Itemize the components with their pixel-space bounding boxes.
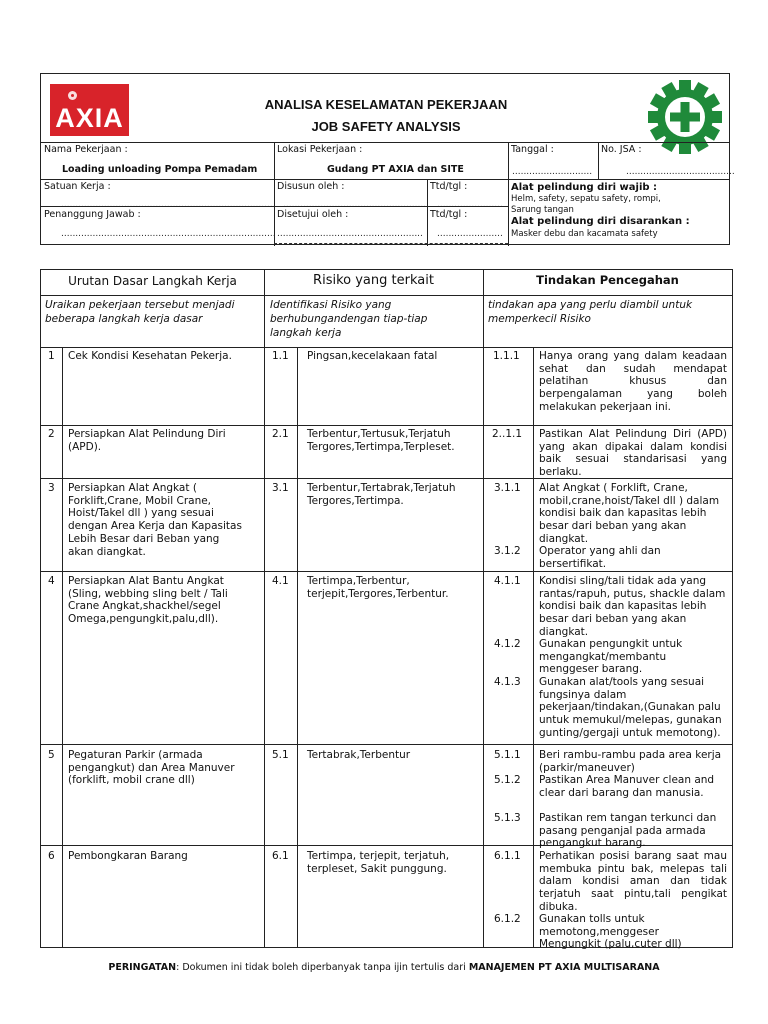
header-box (40, 73, 735, 245)
action-number: 3.1.2 (494, 545, 521, 557)
logo-text: AXIA (55, 103, 124, 133)
action-number: 4.1.1 (494, 575, 521, 587)
action-text: Gunakan tolls untuk memotong,menggeser Mengungkit (palu,cuter dll) (539, 913, 682, 951)
risk-number: 1.1 (272, 350, 289, 362)
apd-disarankan-value: Masker debu dan kacamata safety (511, 229, 658, 239)
action-text: Pastikan Area Manuver clean and clear dari barang dan manusia. (539, 774, 715, 799)
risk-text: Terbentur,Tertusuk,Terjatuh Tergores,Tertimpa,Terpleset. (307, 428, 455, 453)
footer-prefix: PERINGATAN (108, 962, 177, 973)
risk-number: 2.1 (272, 428, 289, 440)
subheader-risiko: Identifikasi Risiko yang berhubungandengan tiap-tiap langkah kerja (270, 299, 428, 339)
col-divider (62, 347, 63, 947)
logo-dot-icon (68, 91, 77, 100)
tanggal-field: ............................ (512, 167, 593, 177)
action-number: 6.1.2 (494, 913, 521, 925)
action-number: 2..1.1 (492, 428, 523, 440)
header-tindakan: Tindakan Pencegahan (536, 273, 679, 287)
risk-text: Tertimpa,Terbentur, terjepit,Tergores,Terbentur. (307, 575, 449, 600)
apd-wajib-label: Alat pelindung diri wajib : (511, 182, 658, 193)
row-divider (41, 295, 732, 296)
header-divider (41, 142, 729, 143)
header-divider (41, 179, 729, 180)
signature-dashed-line (274, 243, 508, 244)
step-text: Cek Kondisi Kesehatan Pekerja. (68, 350, 232, 362)
nama-pekerjaan-label: Nama Pekerjaan : (44, 144, 128, 155)
row-divider (41, 425, 732, 426)
step-number: 2 (48, 428, 55, 440)
row-divider (41, 571, 732, 572)
footer-middle: : Dokumen ini tidak boleh diperbanyak tanpa ijin tertulis dari (176, 962, 469, 973)
action-text: Alat Angkat ( Forklift, Crane, mobil,crane,hoist/Takel dll ) dalam kondisi baik dan kapasitas lebih besar dari beban yang akan diangkat. (539, 482, 720, 545)
apd-wajib-line-1: Helm, safety, sepatu safety, rompi, (511, 194, 661, 204)
jsa-table (40, 269, 733, 951)
footer-warning (0, 962, 768, 974)
col-divider (297, 347, 298, 947)
step-number: 5 (48, 749, 55, 761)
footer-company: MANAJEMEN PT AXIA MULTISARANA (468, 962, 660, 973)
step-text: Persiapkan Alat Bantu Angkat (Sling, webbing sling belt / Tali Crane Angkat,shackhel/segel Omega,pengungkit,palu,dll). (68, 575, 228, 626)
step-text: Pembongkaran Barang (68, 850, 188, 862)
col-divider (533, 347, 534, 947)
risk-number: 4.1 (272, 575, 289, 587)
risk-text: Pingsan,kecelakaan fatal (307, 350, 438, 362)
tanggal-label: Tanggal : (511, 144, 554, 155)
step-number: 4 (48, 575, 55, 587)
risk-text: Tertabrak,Terbentur (307, 749, 411, 761)
header-col-divider (427, 179, 428, 246)
subheader-tindakan: tindakan apa yang perlu diambil untuk memperkecil Risiko (488, 299, 693, 325)
ttd-tgl-label-1: Ttd/tgl : (430, 181, 468, 192)
step-number: 3 (48, 482, 55, 494)
lokasi-label: Lokasi Pekerjaan : (277, 144, 363, 155)
action-text: Hanya orang yang dalam keadaan sehat dan sudah mendapat pelatihan khusus dan berpengalaman yang boleh melakukan pekerjaan ini. (539, 350, 727, 413)
lokasi-value: Gudang PT AXIA dan SITE (327, 164, 464, 175)
disetujui-label: Disetujui oleh : (277, 209, 349, 220)
step-text: Pegaturan Parkir (armada pengangkut) dan Area Manuver (forklift, mobil crane dll) (68, 749, 235, 787)
risk-number: 5.1 (272, 749, 289, 761)
header-langkah: Urutan Dasar Langkah Kerja (68, 274, 237, 288)
subheader-langkah: Uraikan pekerjaan tersebut menjadi beberapa langkah kerja dasar (45, 299, 235, 325)
apd-wajib-line-2: Sarung tangan (511, 205, 574, 215)
ttd-tgl-label-2: Ttd/tgl : (430, 209, 468, 220)
step-text: Persiapkan Alat Pelindung Diri (APD). (68, 428, 226, 453)
disusun-label: Disusun oleh : (277, 181, 345, 192)
disetujui-field: ................................................... (277, 229, 423, 239)
action-text: Kondisi sling/tali tidak ada yang rantas/rapuh, putus, shackle dalam kondisi baik dan kapasitas lebih besar dari beban yang akan diangkat. (539, 575, 726, 638)
no-jsa-field: ...................................... (626, 167, 735, 177)
step-number: 6 (48, 850, 55, 862)
row-divider (41, 744, 732, 745)
apd-disarankan-label: Alat pelindung diri disarankan : (511, 216, 690, 227)
no-jsa-label: No. JSA : (601, 144, 642, 155)
action-number: 5.1.3 (494, 812, 521, 824)
action-text: Gunakan pengungkit untuk mengangkat/membantu menggeser barang. (539, 638, 683, 676)
step-text: Persiapkan Alat Angkat ( Forklift,Crane, Mobil Crane, Hoist/Takel dll ) yang sesuai dengan Area Kerja dan Kapasitas Lebih Besar dari Beban yang akan diangkat. (68, 482, 242, 558)
risk-number: 6.1 (272, 850, 289, 862)
header-col-divider (598, 142, 599, 179)
action-text: Pastikan rem tangan terkunci dan pasang penganjal pada armada pengangkut barang. (539, 812, 717, 850)
risk-text: Terbentur,Tertabrak,Terjatuh Tergores,Tertimpa. (307, 482, 456, 507)
action-text: Gunakan alat/tools yang sesuai fungsinya dalam pekerjaan/tindakan,(Gunakan palu untuk memukul/melepas, gunakan gunting/gergaji untuk memotong). (539, 676, 722, 739)
action-number: 6.1.1 (494, 850, 521, 862)
satuan-kerja-label: Satuan Kerja : (44, 181, 111, 192)
action-number: 3.1.1 (494, 482, 521, 494)
nama-pekerjaan-value: Loading unloading Pompa Pemadam (62, 164, 258, 175)
row-divider (41, 347, 732, 348)
header-risiko: Risiko yang terkait (313, 273, 434, 288)
safety-gear-cross-icon (647, 79, 723, 155)
action-text: Perhatikan posisi barang saat mau membuka pintu bak, melepas tali dalam kondisi aman dan tidak terjatuh saat pintu,tali pengikat dibuka. (539, 850, 727, 913)
document-title (221, 94, 551, 138)
ttd-tgl-field-2: ....................... (437, 229, 503, 239)
satuan-kerja-field: ........................................................................... (61, 200, 276, 210)
action-text: Pastikan Alat Pelindung Diri (APD) yang akan dipakai dalam kondisi baik sesuai standarisasi yang berlaku. (539, 428, 727, 479)
action-text: Operator yang ahli dan bersertifikat. (539, 545, 661, 570)
action-number: 5.1.2 (494, 774, 521, 786)
penanggung-jawab-field: ........................................................................... (61, 229, 276, 239)
title-line-1: ANALISA KESELAMATAN PEKERJAAN (264, 97, 508, 112)
axia-logo (50, 84, 129, 136)
title-line-2: JOB SAFETY ANALYSIS (311, 119, 461, 134)
ttd-tgl-field-1: ....................... (437, 200, 503, 210)
step-number: 1 (48, 350, 55, 362)
risk-text: Tertimpa, terjepit, terjatuh, terpleset, Sakit punggung. (307, 850, 450, 875)
risk-number: 3.1 (272, 482, 289, 494)
penanggung-jawab-label: Penanggung Jawab : (44, 209, 141, 220)
action-number: 4.1.2 (494, 638, 521, 650)
action-number: 5.1.1 (494, 749, 521, 761)
disusun-field: ................................................... (283, 200, 429, 210)
action-number: 4.1.3 (494, 676, 521, 688)
action-text: Beri rambu-rambu pada area kerja (parkir/maneuver) (539, 749, 722, 774)
header-col-divider (508, 142, 509, 246)
action-number: 1.1.1 (493, 350, 520, 362)
